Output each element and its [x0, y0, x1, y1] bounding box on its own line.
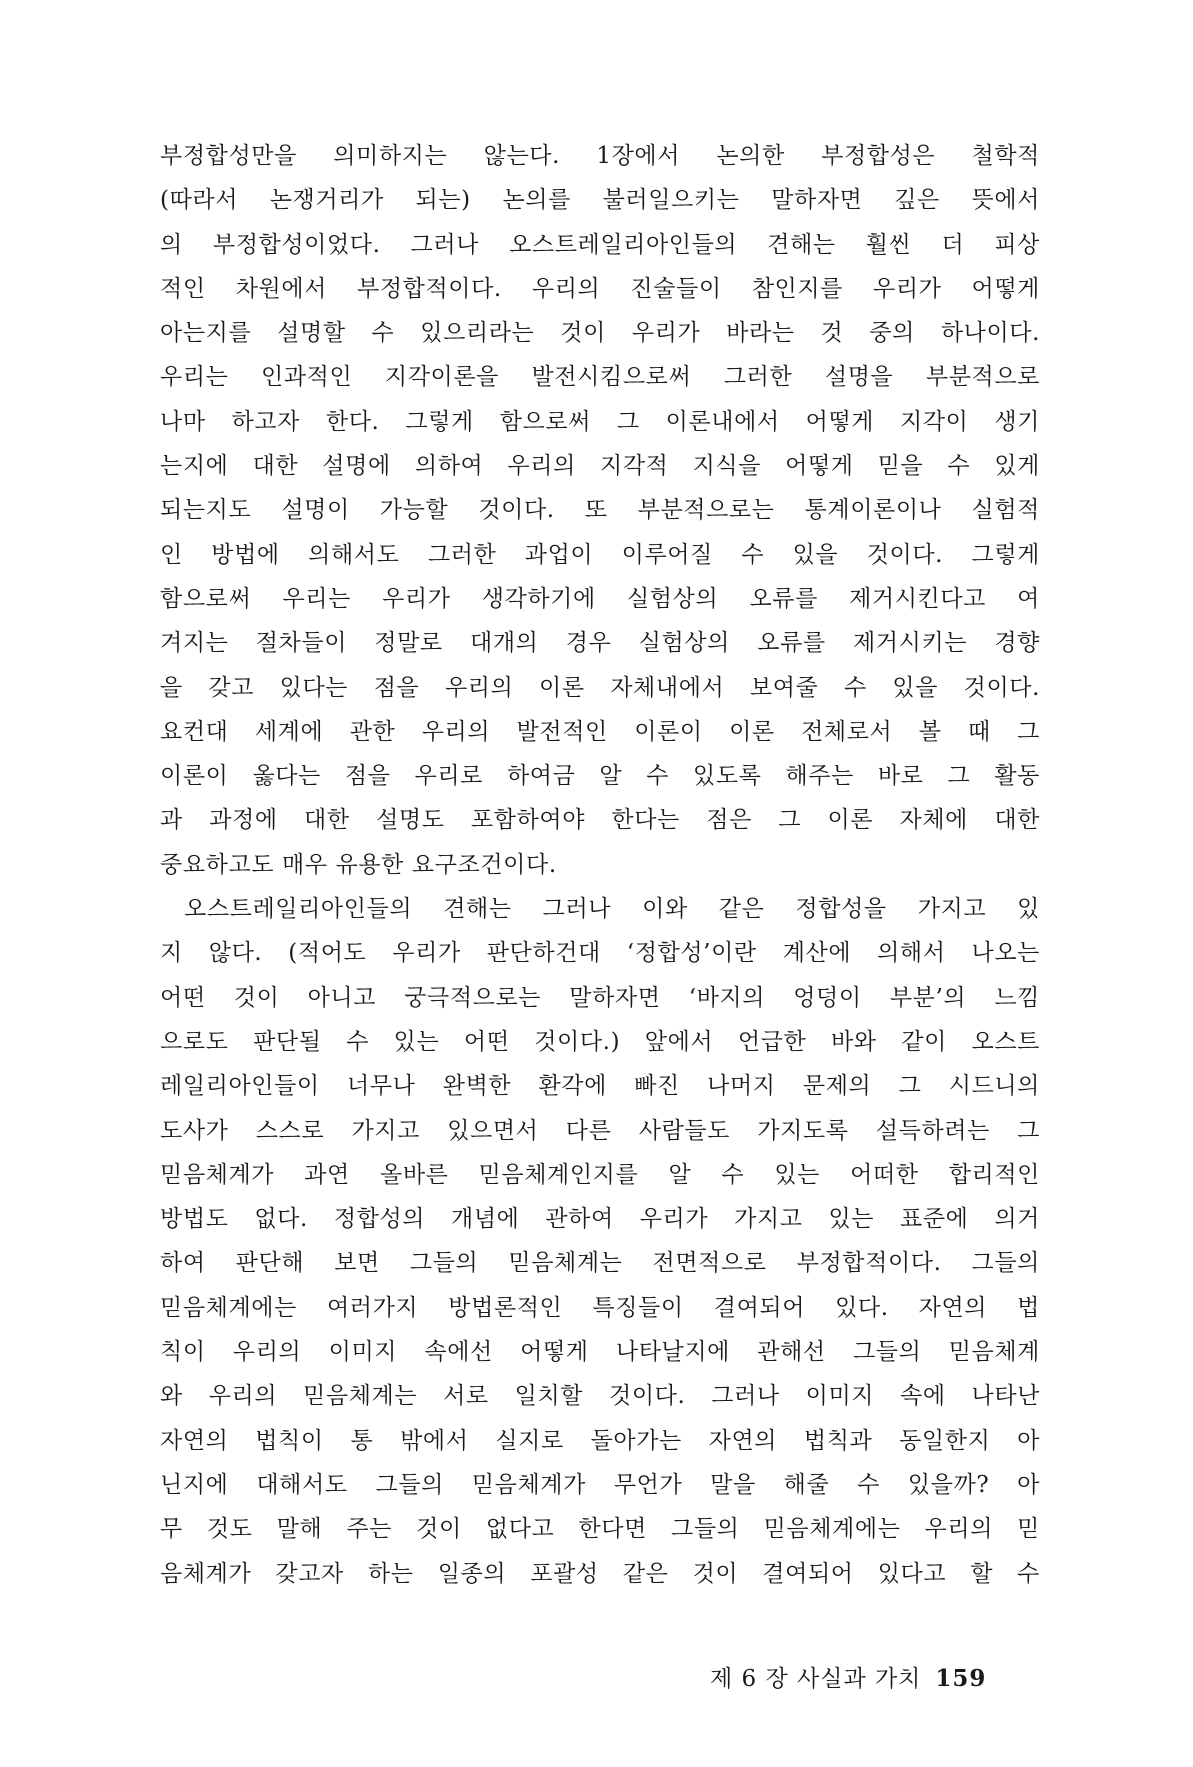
text-line: 믿음체계에는 여러가지 방법론적인 특징들이 결여되어 있다. 자연의 법 — [160, 1294, 1040, 1321]
text-line: 요컨대 세계에 관한 우리의 발전적인 이론이 이론 전체로서 볼 때 그 — [160, 718, 1040, 745]
running-footer-chapter: 제 6 장 사실과 가치 — [710, 1666, 922, 1692]
text-line: 무 것도 말해 주는 것이 없다고 한다면 그들의 믿음체계에는 우리의 믿 — [160, 1516, 1040, 1543]
text-line: 음체계가 갖고자 하는 일종의 포괄성 같은 것이 결여되어 있다고 할 수 — [160, 1560, 1040, 1587]
text-line: 믿음체계가 과연 올바른 믿음체계인지를 알 수 있는 어떠한 합리적인 — [160, 1161, 1040, 1188]
text-line: 도사가 스스로 가지고 있으면서 다른 사람들도 가지도록 설득하려는 그 — [160, 1117, 1040, 1144]
paragraph-start-line: 오스트레일리아인들의 견해는 그러나 이와 같은 정합성을 가지고 있 — [184, 896, 1040, 923]
text-line: 적인 차원에서 부정합적이다. 우리의 진술들이 참인지를 우리가 어떻게 — [160, 275, 1040, 302]
text-line: 닌지에 대해서도 그들의 믿음체계가 무언가 말을 해줄 수 있을까? 아 — [160, 1471, 1040, 1498]
text-line: 방법도 없다. 정합성의 개념에 관하여 우리가 가지고 있는 표준에 의거 — [160, 1206, 1040, 1233]
text-line: 함으로써 우리는 우리가 생각하기에 실험상의 오류를 제거시킨다고 여 — [160, 585, 1040, 612]
text-line: 아는지를 설명할 수 있으리라는 것이 우리가 바라는 것 중의 하나이다. — [160, 320, 1040, 347]
text-line: 레일리아인들이 너무나 완벽한 환각에 빠진 나머지 문제의 그 시드니의 — [160, 1073, 1040, 1100]
text-line: 과 과정에 대한 설명도 포함하여야 한다는 점은 그 이론 자체에 대한 — [160, 807, 1040, 834]
text-line: 자연의 법칙이 통 밖에서 실지로 돌아가는 자연의 법칙과 동일한지 아 — [160, 1427, 1040, 1454]
body-text — [160, 134, 1040, 1596]
text-line: 이론이 옳다는 점을 우리로 하여금 알 수 있도록 해주는 바로 그 활동 — [160, 763, 1040, 790]
text-line: 부정합성만을 의미하지는 않는다. 1장에서 논의한 부정합성은 철학적 — [160, 143, 1040, 169]
text-line: 나마 하고자 한다. 그렇게 함으로써 그 이론내에서 어떻게 지각이 생기 — [160, 408, 1040, 435]
text-line: 하여 판단해 보면 그들의 믿음체계는 전면적으로 부정합적이다. 그들의 — [160, 1250, 1040, 1277]
text-line: 우리는 인과적인 지각이론을 발전시킴으로써 그러한 설명을 부분적으로 — [160, 364, 1040, 391]
page-footer — [710, 1662, 1040, 1696]
text-line: 칙이 우리의 이미지 속에선 어떻게 나타날지에 관해선 그들의 믿음체계 — [160, 1339, 1040, 1366]
text-line: 되는지도 설명이 가능할 것이다. 또 부분적으로는 통계이론이나 실험적 — [160, 497, 1040, 524]
text-line: 어떤 것이 아니고 궁극적으로는 말하자면 ‘바지의 엉덩이 부분’의 느낌 — [160, 984, 1040, 1011]
text-line: 을 갖고 있다는 점을 우리의 이론 자체내에서 보여줄 수 있을 것이다. — [160, 674, 1040, 701]
text-line: 는지에 대한 설명에 의하여 우리의 지각적 지식을 어떻게 믿을 수 있게 — [160, 453, 1040, 480]
paragraph-end-line: 중요하고도 매우 유용한 요구조건이다. — [160, 851, 557, 878]
page-number: 159 — [935, 1665, 987, 1692]
text-line: 겨지는 절차들이 정말로 대개의 경우 실험상의 오류를 제거시키는 경향 — [160, 630, 1040, 657]
text-line: 지 않다. (적어도 우리가 판단하건대 ‘정합성’이란 계산에 의해서 나오는 — [160, 940, 1040, 967]
text-line: 인 방법에 의해서도 그러한 과업이 이루어질 수 있을 것이다. 그렇게 — [160, 541, 1040, 568]
text-line: 의 부정합성이었다. 그러나 오스트레일리아인들의 견해는 훨씬 더 피상 — [160, 231, 1040, 258]
text-line: (따라서 논쟁거리가 되는) 논의를 불러일으키는 말하자면 깊은 뜻에서 — [160, 187, 1040, 214]
text-line: 으로도 판단될 수 있는 어떤 것이다.) 앞에서 언급한 바와 같이 오스트 — [160, 1028, 1040, 1055]
text-line: 와 우리의 믿음체계는 서로 일치할 것이다. 그러나 이미지 속에 나타난 — [160, 1383, 1040, 1410]
